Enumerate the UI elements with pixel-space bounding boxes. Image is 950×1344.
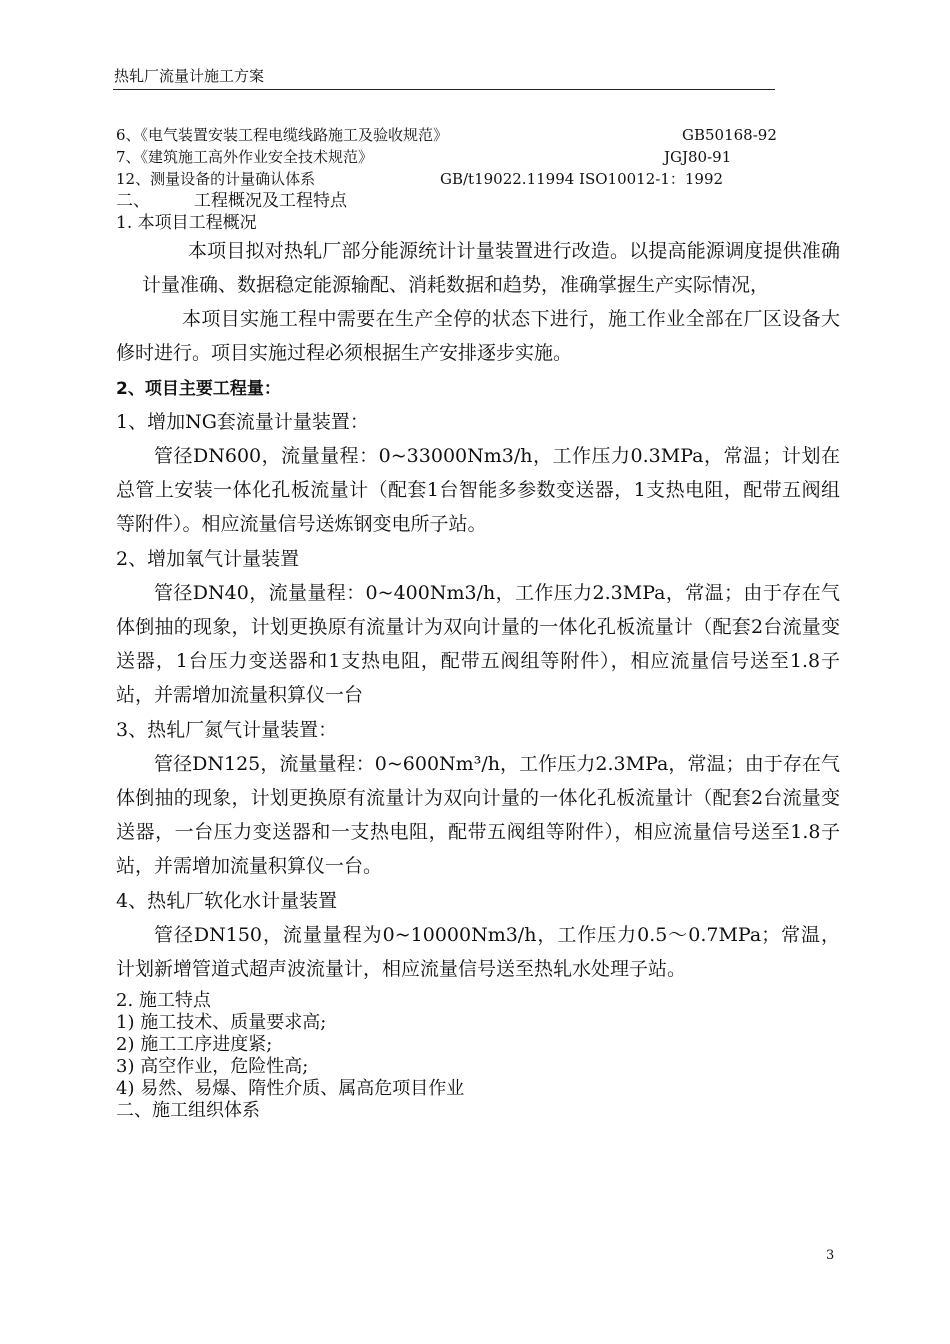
work-item-body: 管径DN40，流量量程：0~400Nm3/h，工作压力2.3MPa，常温；由于存在气体倒抽的现象，计划更换原有流量计为双向计量的一体化孔板流量计（配套2台流量变送器，1台压力变送器和1支热电阻，配带五阀组等附件），相应流量信号送至1.8子站，并需增加流量积算仪一台 [116,582,840,706]
reference-text: 12、测量设备的计量确认体系 [116,170,316,188]
works-heading: 2、项目主要工程量： [116,379,281,399]
header-rule [113,89,775,90]
work-item-body: 管径DN150，流量量程为0~10000Nm3/h，工作压力0.5～0.7MPa；常温，计划新增管道式超声波流量计，相应流量信号送至热轧水处理子站。 [116,924,840,980]
reference-code: JGJ80-91 [664,148,732,166]
section-number: 二、 [116,191,150,211]
features-heading: 2. 施工特点 [116,990,211,1011]
page-header: 热轧厂流量计施工方案 [114,67,265,85]
work-item-heading: 3、热轧厂氮气计量装置： [116,719,338,741]
work-item-heading: 1、增加NG套流量计量装置： [116,411,369,433]
overview-paragraph-1: 本项目拟对热轧厂部分能源统计计量装置进行改造。以提高能源调度提供准确计量准确、数据稳定能源输配、消耗数据和趋势，准确掌握生产实际情况， [142,240,840,296]
work-item-body: 管径DN125，流量量程：0~600Nm³/h，工作压力2.3MPa，常温；由于存在气体倒抽的现象，计划更换原有流量计为双向计量的一体化孔板流量计（配套2台流量变送器，一台压力变送器和一支热电阻，配带五阀组等附件），相应流量信号送至1.8子站，并需增加流量积算仪一台。 [116,753,840,877]
feature-item: 4) 易然、易爆、隋性介质、属高危项目作业 [116,1078,465,1099]
section-heading: 二、施工组织体系 [116,1100,260,1121]
reference-item [116,146,840,168]
subsection-heading: 1. 本项目工程概况 [116,213,257,233]
reference-item [116,168,840,190]
section-heading [116,190,840,212]
feature-item: 2) 施工工序进度紧; [116,1034,273,1055]
reference-code: GB/t19022.11994 ISO10012-1：1992 [440,170,724,188]
overview-paragraph-2: 本项目实施工程中需要在生产全停的状态下进行，施工作业全部在厂区设备大修时进行。项目实施过程必须根据生产安排逐步实施。 [116,308,840,364]
work-item-heading: 2、增加氧气计量装置 [116,548,300,570]
page-content [116,124,840,1122]
feature-item: 3) 高空作业，危险性高; [116,1056,309,1077]
section-title: 工程概况及工程特点 [194,191,347,211]
reference-code: GB50168-92 [682,126,777,144]
work-item-body: 管径DN600，流量量程：0~33000Nm3/h，工作压力0.3MPa，常温；计划在总管上安装一体化孔板流量计（配套1台智能多参数变送器，1支热电阻，配带五阀组等附件）。相应流量信号送炼钢变电所子站。 [116,445,840,535]
page-number: 3 [826,1248,835,1263]
reference-item [116,124,840,146]
reference-text: 6、《电气装置安装工程电缆线路施工及验收规范》 [116,126,449,144]
feature-item: 1) 施工技术、质量要求高; [116,1012,327,1033]
work-item-heading: 4、热轧厂软化水计量装置 [116,890,338,912]
features-list [116,990,840,1122]
reference-text: 7、《建筑施工高外作业安全技术规范》 [116,148,374,166]
